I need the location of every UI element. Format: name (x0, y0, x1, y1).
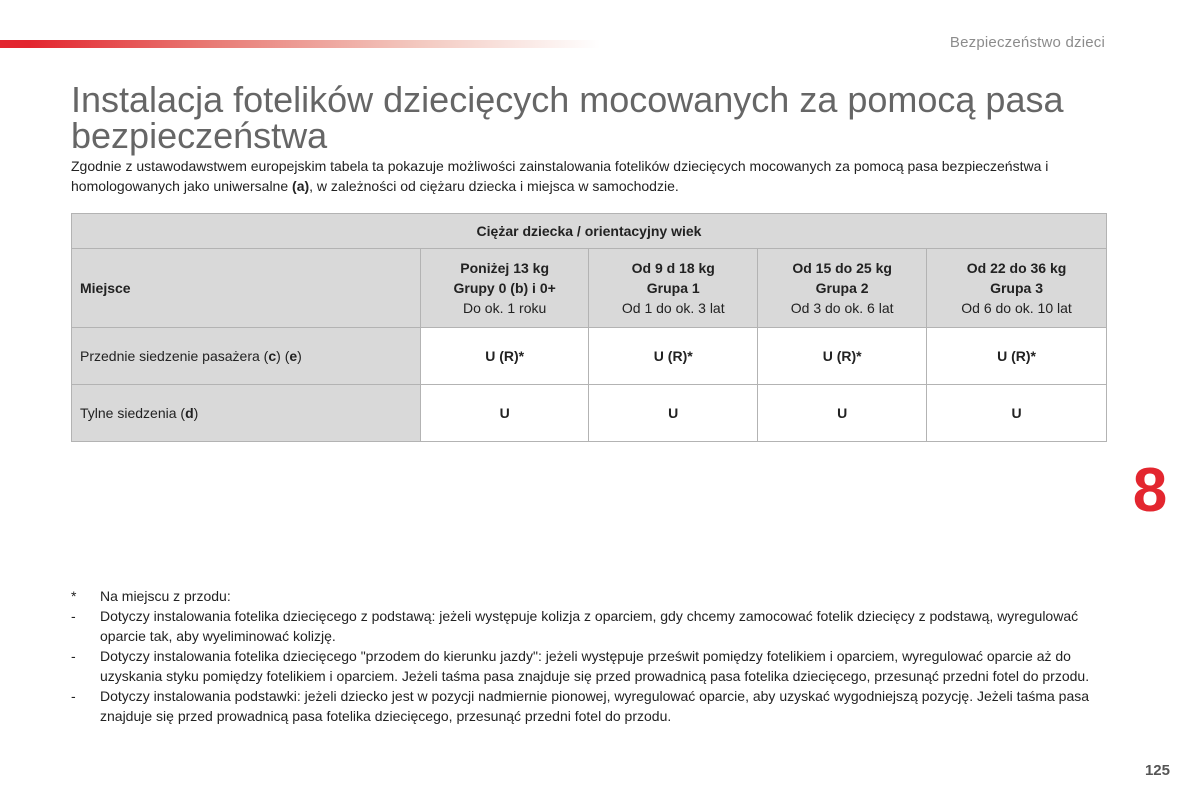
row-place-mid: ) ( (276, 348, 290, 364)
table-cell: U (927, 385, 1107, 442)
note-text: Dotyczy instalowania fotelika dziecięcego z podstawą: jeżeli występuje kolizja z oparciem, gdy chcemy zamocować fotelik dziecięcy z podstawą, wyregulować oparcie tak, aby wyeliminować kolizję. (100, 608, 1079, 644)
column-group: Grupy 0 (b) i 0+ (453, 280, 556, 296)
column-age: Od 3 do ok. 6 lat (790, 300, 894, 316)
column-header-group-2 (758, 249, 927, 328)
column-age: Do ok. 1 roku (463, 300, 547, 316)
column-group: Grupa 3 (990, 280, 1043, 296)
note-text: Dotyczy instalowania podstawki: jeżeli dziecko jest w pozycji nadmiernie pionowej, wyregulować oparcie, aby uzyskać wygodniejszą pozycję. Jeżeli taśma pasa znajduje się przed prowadnicą pasa fotelika dziecięcego, przesunąć przedni fotel do przodu. (100, 688, 1090, 724)
page-title: Instalacja fotelików dziecięcych mocowanych za pomocą pasa bezpieczeństwa (71, 79, 1064, 156)
note-mark: - (71, 648, 76, 664)
column-header-group-1 (589, 249, 758, 328)
intro-text-1: Zgodnie z ustawodawstwem europejskim tabela ta pokazuje możliwości zainstalowania fotelików dziecięcych mocowanych za pomocą pasa bezpieczeństwa i homologowanych jako uniwersalne (71, 158, 1049, 194)
table-cell: U (758, 385, 927, 442)
row-place-front-passenger (72, 328, 421, 385)
section-title: Bezpieczeństwo dzieci (949, 34, 1105, 51)
note-item (71, 646, 1111, 686)
column-weight: Od 15 do 25 kg (792, 260, 892, 276)
column-group: Grupa 1 (646, 280, 700, 296)
row-place-text: Tylne siedzenia ( (80, 405, 186, 421)
column-header-group-3 (927, 249, 1107, 328)
table-cell: U (R)* (758, 328, 927, 385)
note-item (71, 606, 1111, 646)
column-group: Grupa 2 (815, 280, 869, 296)
table-row-rear-seats (72, 385, 1107, 442)
child-seat-table (71, 213, 1107, 442)
intro-paragraph (71, 156, 1081, 196)
note-text: Na miejscu z przodu: (100, 588, 231, 604)
column-age: Od 1 do ok. 3 lat (621, 300, 725, 316)
table-cell: U (R)* (927, 328, 1107, 385)
table-cell: U (589, 385, 758, 442)
row-ref-d: d (185, 405, 194, 421)
intro-text-2: , w zależności od ciężaru dziecka i miejsca w samochodzie. (309, 178, 679, 194)
note-mark: - (71, 608, 76, 624)
note-mark: - (71, 688, 76, 704)
intro-reference-a: (a) (292, 178, 310, 194)
row-place-rear-seats (72, 385, 421, 442)
column-header-group-0 (421, 249, 589, 328)
row-place-end: ) (193, 405, 199, 421)
notes-list (71, 586, 1111, 726)
table-cell: U (421, 385, 589, 442)
place-column-header: Miejsce (72, 249, 421, 328)
note-mark: * (71, 588, 77, 604)
column-weight: Od 9 d 18 kg (631, 260, 715, 276)
row-place-text: Przednie siedzenie pasażera ( (80, 348, 269, 364)
page-number: 125 (1144, 762, 1170, 779)
note-item (71, 586, 1111, 606)
table-row-front-passenger (72, 328, 1107, 385)
header-accent-bar (0, 40, 600, 48)
table-top-header: Ciężar dziecka / orientacyjny wiek (72, 214, 1107, 249)
table-cell: U (R)* (589, 328, 758, 385)
column-age: Od 6 do ok. 10 lat (961, 300, 1072, 316)
chapter-number: 8 (1132, 456, 1168, 525)
note-item (71, 686, 1111, 726)
row-place-end: ) (297, 348, 302, 364)
column-weight: Od 22 do 36 kg (966, 260, 1067, 276)
row-ref-e: e (289, 348, 298, 364)
table-cell: U (R)* (421, 328, 589, 385)
column-weight: Poniżej 13 kg (460, 260, 549, 276)
note-text: Dotyczy instalowania fotelika dziecięcego "przodem do kierunku jazdy": jeżeli występuje prześwit pomiędzy fotelikiem i oparciem, wyregulować oparcie aż do uzyskania styku pomiędzy fotelikiem i oparciem. Jeżeli taśma pasa znajduje się przed prowadnicą pasa fotelika dziecięcego, przesunąć przedni fotel do przodu. (100, 648, 1090, 684)
row-ref-c: c (268, 348, 277, 364)
